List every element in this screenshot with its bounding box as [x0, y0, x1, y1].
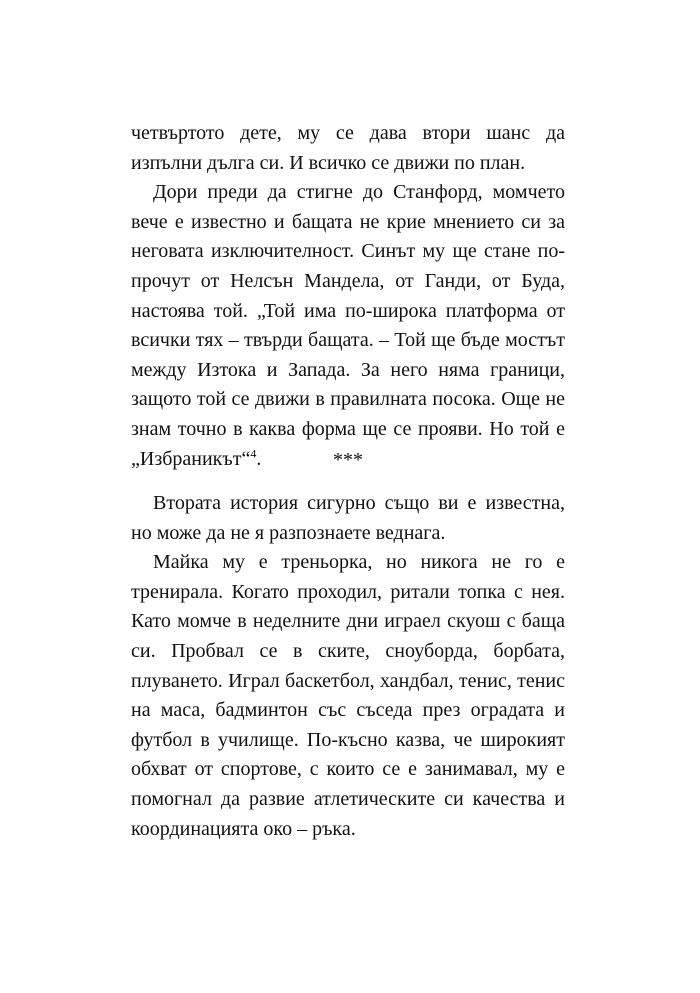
paragraph-stanford — [131, 178, 565, 474]
paragraph-stanford-end: . — [256, 447, 262, 470]
footnote-marker: 4 — [250, 445, 257, 460]
paragraph-stanford-text: Дори преди да стигне до Станфорд, момчето вече е известно и бащата не крие мнението си за неговата изключителност. Синът му ще стане по-прочут от Нелсън Мандела, от Ганди, от Буда, настоява той. „Той има по-широка платформа от всички тях – твърди бащата. – Той ще бъде мостът между Изтока и Запада. За него няма граници, защото той се движи в правилната посока. Още не знам точно в каква форма ще се прояви. Но той е „Избраникът“ — [131, 181, 565, 470]
text-section-1 — [131, 119, 565, 474]
paragraph-continuation: четвъртото дете, му се дава втори шанс да изпълни дълга си. И всичко се движи по план. — [131, 122, 565, 174]
text-section-2 — [131, 489, 565, 844]
section-separator: *** — [333, 449, 363, 471]
paragraph-mother-trainer: Майка му е треньорка, но никога не го е тренирала. Когато проходил, ритали топка с нея. Като момче в неделните дни играел скуош с баща си. Пробвал се в ските, сноуборда, борбата, плуването. Играл баскетбол, хандбал, тенис, тенис на маса, бадминтон със съседа през оградата и футбол в училище. По-късно казва, че широкият обхват от спортове, с които се е занимавал, му е помогнал да развие атлетическите си качества и координацията око – ръка. — [131, 551, 565, 840]
paragraph-second-story: Втората история сигурно също ви е известна, но може да не я разпознаете веднага. — [131, 492, 565, 544]
